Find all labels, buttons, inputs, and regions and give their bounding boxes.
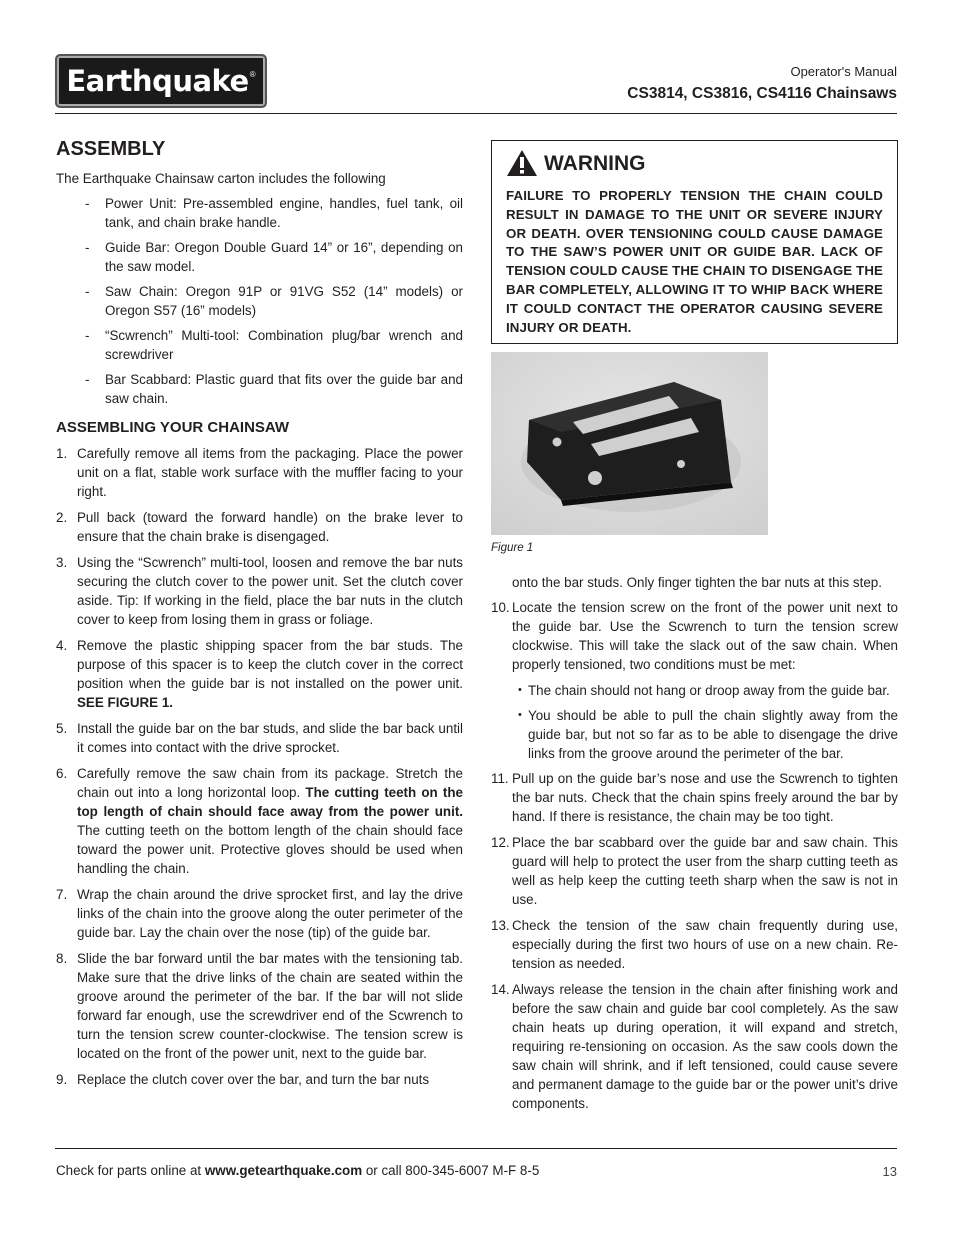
step-item <box>491 916 898 973</box>
step-text <box>77 764 463 878</box>
figure-1-image <box>491 352 768 535</box>
step-number: 4. <box>56 638 68 653</box>
bullet-item: • The chain should not hang or droop away from the guide bar. <box>491 681 898 700</box>
step-number: 12. <box>491 835 510 850</box>
step-item <box>56 508 463 546</box>
step-text: Locate the tension screw on the front of the power unit next to the guide bar. Use the Scwrench to turn the tension screw clockwise. This will take the slack out of the saw chain. When properly tensioned, two conditions must be met: <box>512 600 898 672</box>
step-text: Wrap the chain around the drive sprocket first, and lay the drive links of the chain into the groove along the outer perimeter of the guide bar. Lay the chain over the nose (tip) of the guide bar. <box>77 887 463 940</box>
assembly-title: ASSEMBLY <box>56 138 166 160</box>
right-column <box>491 140 898 1120</box>
list-item: - Guide Bar: Oregon Double Guard 14” or 16”, depending on the saw model. <box>56 238 463 276</box>
step-number: 6. <box>56 766 68 781</box>
models-title: CS3814, CS3816, CS4116 Chainsaws <box>627 85 897 102</box>
shipping-spacer-photo <box>491 352 768 535</box>
footer-suffix: or call 800-345-6007 M-F 8-5 <box>362 1163 540 1178</box>
list-item: - Bar Scabbard: Plastic guard that fits over the guide bar and saw chain. <box>56 370 463 408</box>
warning-box <box>491 140 898 344</box>
step-text: Using the “Scwrench” multi-tool, loosen and remove the bar nuts securing the clutch cover to the power unit. Set the clutch cover aside. Tip: If working in the field, place the bar nuts in the clutch cover to keep from losing them in grass or foliage. <box>77 555 463 627</box>
logo-text: Earthquake <box>66 64 249 98</box>
header-divider <box>55 113 897 114</box>
left-column <box>56 136 463 1096</box>
step-item <box>56 1070 463 1089</box>
manual-label: Operator's Manual <box>790 64 897 79</box>
bullet-item: • You should be able to pull the chain slightly away from the guide bar, but not so far as to be able to disengage the drive links from the groove around the perimeter of the bar. <box>491 706 898 763</box>
step-item <box>491 980 898 1113</box>
earthquake-logo <box>55 54 267 108</box>
step-item <box>56 636 463 712</box>
step-item <box>56 949 463 1063</box>
step-text: Slide the bar forward until the bar mates with the tensioning tab. Make sure that the drive links of the chain are seated within the groove around the perimeter of the bar. If the bar will not slide forward far enough, use the screwdriver end of the Scwrench to turn the tension screw counter-clockwise. The tension screw is located on the front of the power unit, next to the guide bar. <box>77 951 463 1061</box>
step-text: Pull up on the guide bar’s nose and use the Scwrench to tighten the bar nuts. Check that the chain spins freely around the bar by hand. If there is resistance, the chain may be too tight. <box>512 771 898 824</box>
warning-triangle-icon <box>506 149 538 177</box>
warning-text: FAILURE TO PROPERLY TENSION THE CHAIN COULD RESULT IN DAMAGE TO THE UNIT OR SEVERE INJURY OR DEATH. OVER TENSIONING COULD CAUSE DAMAGE TO THE SAW’S POWER UNIT OR GUIDE BAR. LACK OF TENSION COULD CAUSE THE CHAIN TO DISENGAGE THE BAR COMPLETELY, ALLOWING IT TO WHIP BACK WHERE IT COULD CONTACT THE OPERATOR CAUSING SEVERE INJURY OR DEATH. <box>506 188 883 335</box>
assembly-intro: The Earthquake Chainsaw carton includes the following <box>56 171 386 186</box>
list-item: - “Scwrench” Multi-tool: Combination plug/bar wrench and screwdriver <box>56 326 463 364</box>
figure-reference: SEE FIGURE 1. <box>77 695 173 710</box>
website-link[interactable]: www.getearthquake.com <box>204 1163 363 1178</box>
step-text-body: Carefully remove the saw chain from its package. Stretch the chain out into a long horizontal loop. <box>77 766 463 800</box>
step-text-body: Remove the plastic shipping spacer from the bar studs. The purpose of this spacer is to keep the clutch cover in the correct position when the guide bar is not installed on the power unit. <box>77 638 463 691</box>
page-number: 13 <box>882 1164 897 1179</box>
step-text <box>77 636 463 712</box>
list-item: - Saw Chain: Oregon 91P or 91VG S52 (14” models) or Oregon S57 (16” models) <box>56 282 463 320</box>
step-item <box>491 598 898 674</box>
list-item: - Power Unit: Pre-assembled engine, handles, fuel tank, oil tank, and chain brake handle. <box>56 194 463 232</box>
step-number: 3. <box>56 555 68 570</box>
warning-header <box>506 149 883 177</box>
step-number: 2. <box>56 510 68 525</box>
step-text: Check the tension of the saw chain frequently during use, especially during the first two hours of use on a new chain. Re-tension as needed. <box>512 918 898 971</box>
step-text: Carefully remove all items from the packaging. Place the power unit on a flat, stable work surface with the muffler facing to your right. <box>77 446 463 499</box>
footer-text <box>56 1163 539 1178</box>
footer-divider <box>55 1148 897 1149</box>
step-number: 5. <box>56 721 68 736</box>
step-text: Pull back (toward the forward handle) on the brake lever to ensure that the chain brake is disengaged. <box>77 510 463 544</box>
step-text: Always release the tension in the chain after finishing work and before the saw chain and guide bar cool completely. As the saw chain heats up during operation, it will expand and stretch, requiring re-tensioning on occasion. As the saw cools down the saw chain will shrink, and if left tensioned, could cause severe and permanent damage to the guide bar or the power unit’s drive components. <box>512 982 898 1111</box>
step-number: 10. <box>491 600 510 615</box>
step-text: Replace the clutch cover over the bar, and turn the bar nuts <box>77 1072 430 1087</box>
step-number: 11. <box>491 771 509 786</box>
step-text: Place the bar scabbard over the guide bar and saw chain. This guard will help to protect the user from the sharp cutting teeth as well as help keep the cutting teeth sharp when the saw is not in use. <box>512 835 898 907</box>
step-number: 13. <box>491 918 510 933</box>
assembling-subtitle: ASSEMBLING YOUR CHAINSAW <box>56 419 290 436</box>
step-number: 7. <box>56 887 68 902</box>
step-number: 9. <box>56 1072 68 1087</box>
step-item <box>56 719 463 757</box>
step-item <box>491 833 898 909</box>
warning-title: WARNING <box>544 151 646 175</box>
step-item <box>491 769 898 826</box>
step-item <box>56 764 463 878</box>
carton-contents-list <box>56 194 463 408</box>
step-item <box>56 885 463 942</box>
logo-registered-mark: ® <box>249 69 256 79</box>
step-emphasis: The cutting teeth on the top length of chain should face away from the power unit. <box>77 785 464 819</box>
step-item <box>56 553 463 629</box>
step-9-continuation: onto the bar studs. Only finger tighten the bar nuts at this step. <box>512 575 882 590</box>
step-number: 8. <box>56 951 68 966</box>
step-number: 14. <box>491 982 510 997</box>
step-item <box>56 444 463 501</box>
step-text: Install the guide bar on the bar studs, and slide the bar back until it comes into contact with the drive sprocket. <box>77 721 463 755</box>
figure-caption: Figure 1 <box>491 542 534 554</box>
footer-prefix: Check for parts online at <box>56 1163 205 1178</box>
step-text-body: The cutting teeth on the bottom length of the chain should face toward the power unit. Protective gloves should be used when handling the chain. <box>77 823 463 876</box>
step-number: 1. <box>56 446 68 461</box>
